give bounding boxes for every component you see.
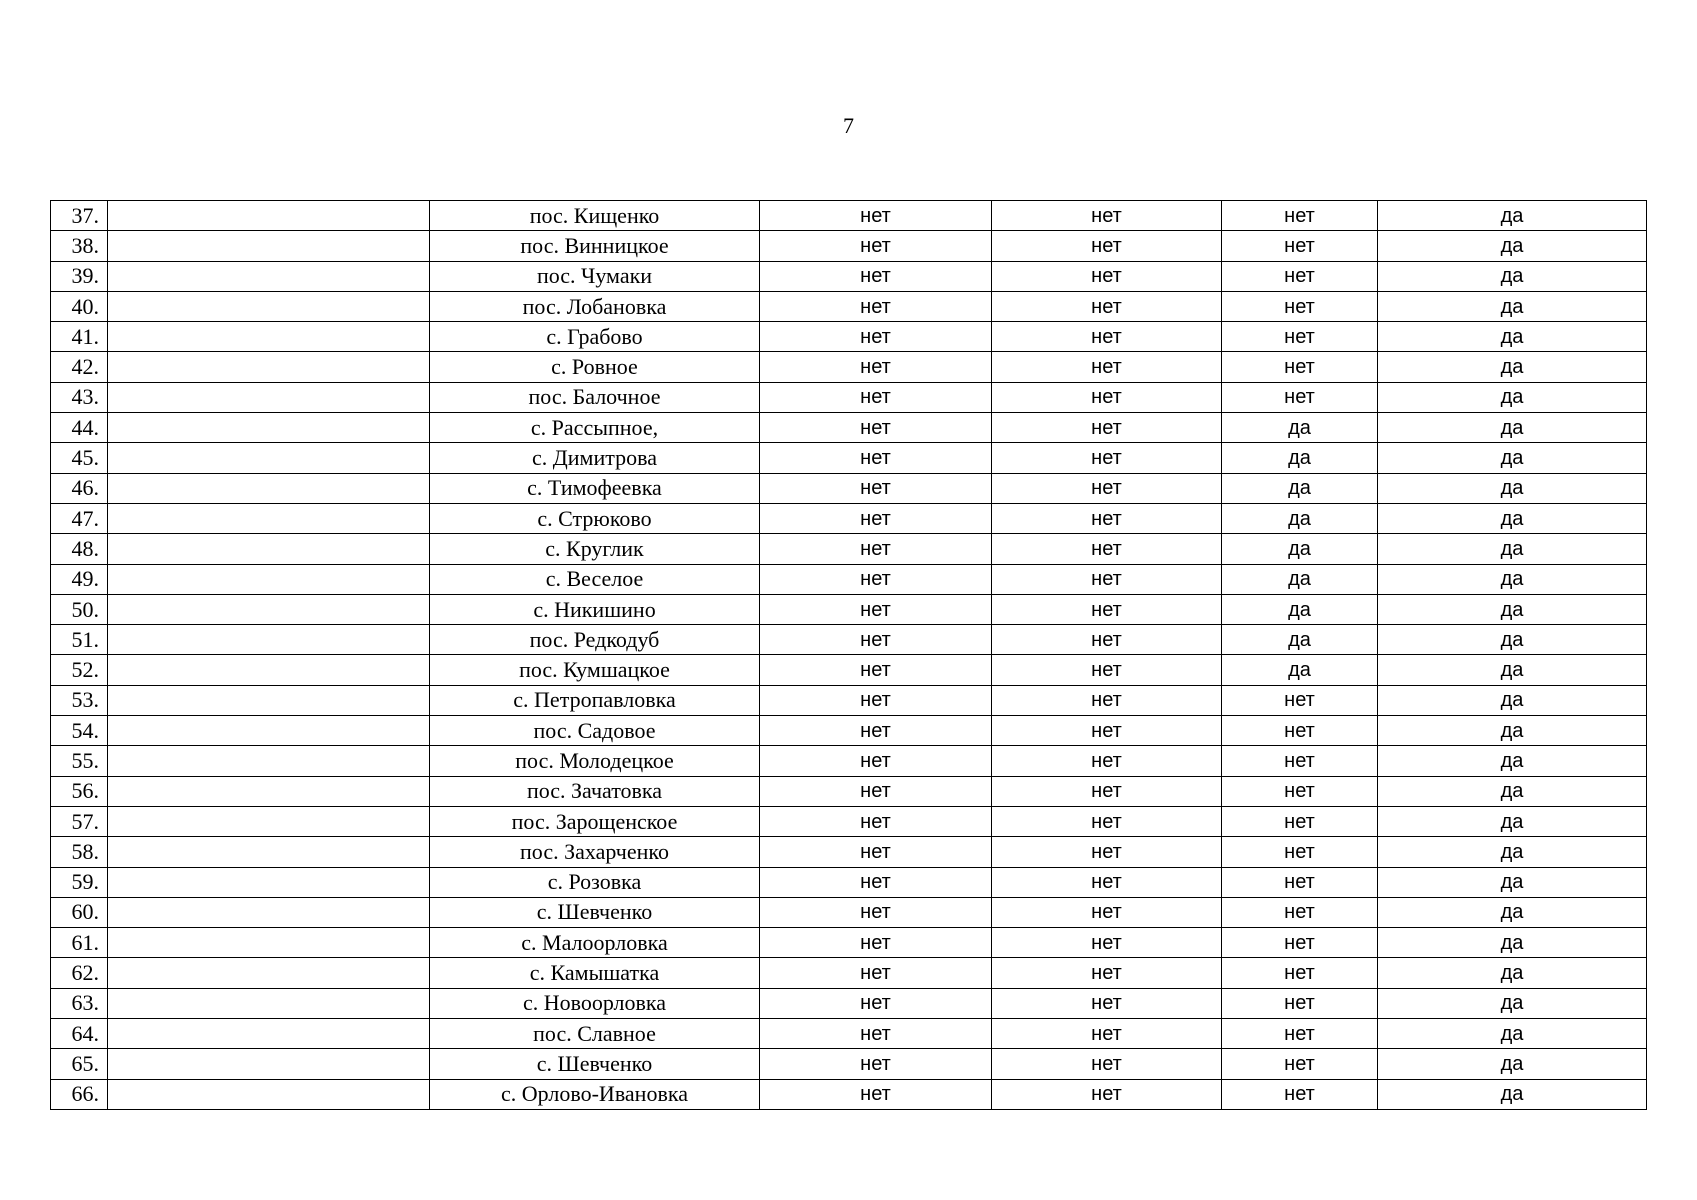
flag-cell-1: нет	[760, 716, 992, 746]
row-number-cell: 58.	[51, 837, 108, 867]
row-number-cell: 44.	[51, 413, 108, 443]
region-cell	[108, 352, 430, 382]
table-row	[51, 564, 1647, 594]
flag-cell-2: нет	[992, 806, 1222, 836]
flag-cell-4: да	[1378, 716, 1647, 746]
flag-cell-3: нет	[1222, 897, 1378, 927]
flag-cell-3: нет	[1222, 261, 1378, 291]
flag-cell-1: нет	[760, 231, 992, 261]
table-row	[51, 534, 1647, 564]
flag-cell-2: нет	[992, 231, 1222, 261]
flag-cell-4: да	[1378, 594, 1647, 624]
settlement-name-cell: с. Новоорловка	[430, 988, 760, 1018]
flag-cell-3: нет	[1222, 1019, 1378, 1049]
flag-cell-3: нет	[1222, 928, 1378, 958]
flag-cell-2: нет	[992, 716, 1222, 746]
flag-cell-1: нет	[760, 473, 992, 503]
region-cell	[108, 261, 430, 291]
flag-cell-4: да	[1378, 473, 1647, 503]
flag-cell-1: нет	[760, 291, 992, 321]
settlement-name-cell: с. Камышатка	[430, 958, 760, 988]
flag-cell-2: нет	[992, 352, 1222, 382]
flag-cell-1: нет	[760, 625, 992, 655]
region-cell	[108, 837, 430, 867]
flag-cell-4: да	[1378, 988, 1647, 1018]
settlement-name-cell: с. Тимофеевка	[430, 473, 760, 503]
settlement-name-cell: с. Никишино	[430, 594, 760, 624]
region-cell	[108, 1049, 430, 1079]
row-number-cell: 53.	[51, 685, 108, 715]
row-number-cell: 45.	[51, 443, 108, 473]
flag-cell-1: нет	[760, 594, 992, 624]
flag-cell-1: нет	[760, 382, 992, 412]
row-number-cell: 46.	[51, 473, 108, 503]
settlement-name-cell: с. Стрюково	[430, 503, 760, 533]
flag-cell-2: нет	[992, 1019, 1222, 1049]
flag-cell-1: нет	[760, 897, 992, 927]
region-cell	[108, 382, 430, 412]
flag-cell-4: да	[1378, 806, 1647, 836]
settlement-name-cell: с. Розовка	[430, 867, 760, 897]
table-row	[51, 655, 1647, 685]
table-row	[51, 352, 1647, 382]
flag-cell-2: нет	[992, 958, 1222, 988]
settlement-name-cell: пос. Молодецкое	[430, 746, 760, 776]
flag-cell-1: нет	[760, 1079, 992, 1109]
flag-cell-4: да	[1378, 958, 1647, 988]
flag-cell-2: нет	[992, 261, 1222, 291]
flag-cell-1: нет	[760, 685, 992, 715]
region-cell	[108, 443, 430, 473]
region-cell	[108, 806, 430, 836]
flag-cell-3: нет	[1222, 806, 1378, 836]
flag-cell-4: да	[1378, 443, 1647, 473]
table-row	[51, 503, 1647, 533]
row-number-cell: 41.	[51, 322, 108, 352]
row-number-cell: 49.	[51, 564, 108, 594]
flag-cell-4: да	[1378, 776, 1647, 806]
flag-cell-3: да	[1222, 413, 1378, 443]
table-row	[51, 413, 1647, 443]
table-row	[51, 291, 1647, 321]
table-row	[51, 382, 1647, 412]
row-number-cell: 54.	[51, 716, 108, 746]
settlement-name-cell: пос. Редкодуб	[430, 625, 760, 655]
flag-cell-3: да	[1222, 655, 1378, 685]
settlement-name-cell: пос. Лобановка	[430, 291, 760, 321]
row-number-cell: 64.	[51, 1019, 108, 1049]
flag-cell-4: да	[1378, 231, 1647, 261]
flag-cell-4: да	[1378, 1079, 1647, 1109]
region-cell	[108, 776, 430, 806]
row-number-cell: 39.	[51, 261, 108, 291]
flag-cell-1: нет	[760, 806, 992, 836]
row-number-cell: 52.	[51, 655, 108, 685]
settlement-name-cell: пос. Кумшацкое	[430, 655, 760, 685]
flag-cell-3: нет	[1222, 685, 1378, 715]
flag-cell-4: да	[1378, 837, 1647, 867]
flag-cell-2: нет	[992, 503, 1222, 533]
flag-cell-2: нет	[992, 625, 1222, 655]
flag-cell-1: нет	[760, 443, 992, 473]
flag-cell-2: нет	[992, 837, 1222, 867]
flag-cell-3: нет	[1222, 837, 1378, 867]
flag-cell-2: нет	[992, 564, 1222, 594]
table-row	[51, 1049, 1647, 1079]
flag-cell-4: да	[1378, 382, 1647, 412]
flag-cell-2: нет	[992, 988, 1222, 1018]
flag-cell-2: нет	[992, 322, 1222, 352]
flag-cell-2: нет	[992, 655, 1222, 685]
settlement-name-cell: пос. Садовое	[430, 716, 760, 746]
flag-cell-4: да	[1378, 928, 1647, 958]
flag-cell-3: да	[1222, 534, 1378, 564]
table-row	[51, 1079, 1647, 1109]
table-row	[51, 231, 1647, 261]
table-row	[51, 625, 1647, 655]
region-cell	[108, 534, 430, 564]
row-number-cell: 40.	[51, 291, 108, 321]
flag-cell-2: нет	[992, 1049, 1222, 1079]
flag-cell-4: да	[1378, 746, 1647, 776]
settlements-table	[50, 200, 1647, 1110]
table-row	[51, 594, 1647, 624]
flag-cell-3: нет	[1222, 716, 1378, 746]
flag-cell-1: нет	[760, 1049, 992, 1079]
settlement-name-cell: с. Димитрова	[430, 443, 760, 473]
flag-cell-4: да	[1378, 867, 1647, 897]
row-number-cell: 66.	[51, 1079, 108, 1109]
settlement-name-cell: с. Малоорловка	[430, 928, 760, 958]
flag-cell-4: да	[1378, 261, 1647, 291]
region-cell	[108, 231, 430, 261]
region-cell	[108, 625, 430, 655]
flag-cell-1: нет	[760, 928, 992, 958]
flag-cell-2: нет	[992, 201, 1222, 231]
row-number-cell: 65.	[51, 1049, 108, 1079]
row-number-cell: 50.	[51, 594, 108, 624]
row-number-cell: 56.	[51, 776, 108, 806]
flag-cell-2: нет	[992, 473, 1222, 503]
flag-cell-3: нет	[1222, 231, 1378, 261]
flag-cell-4: да	[1378, 352, 1647, 382]
table-row	[51, 837, 1647, 867]
row-number-cell: 62.	[51, 958, 108, 988]
flag-cell-4: да	[1378, 1019, 1647, 1049]
settlement-name-cell: пос. Захарченко	[430, 837, 760, 867]
flag-cell-4: да	[1378, 685, 1647, 715]
row-number-cell: 57.	[51, 806, 108, 836]
row-number-cell: 38.	[51, 231, 108, 261]
region-cell	[108, 201, 430, 231]
region-cell	[108, 473, 430, 503]
flag-cell-3: да	[1222, 625, 1378, 655]
flag-cell-1: нет	[760, 564, 992, 594]
settlement-name-cell: с. Круглик	[430, 534, 760, 564]
row-number-cell: 42.	[51, 352, 108, 382]
flag-cell-1: нет	[760, 534, 992, 564]
flag-cell-3: нет	[1222, 867, 1378, 897]
table-body	[51, 201, 1647, 1110]
flag-cell-2: нет	[992, 594, 1222, 624]
region-cell	[108, 1079, 430, 1109]
flag-cell-3: нет	[1222, 776, 1378, 806]
flag-cell-2: нет	[992, 382, 1222, 412]
flag-cell-2: нет	[992, 897, 1222, 927]
flag-cell-4: да	[1378, 291, 1647, 321]
flag-cell-3: да	[1222, 473, 1378, 503]
flag-cell-3: нет	[1222, 958, 1378, 988]
table-row	[51, 201, 1647, 231]
flag-cell-1: нет	[760, 413, 992, 443]
region-cell	[108, 928, 430, 958]
flag-cell-1: нет	[760, 655, 992, 685]
settlement-name-cell: пос. Винницкое	[430, 231, 760, 261]
flag-cell-3: нет	[1222, 201, 1378, 231]
flag-cell-3: нет	[1222, 988, 1378, 1018]
settlement-name-cell: с. Петропавловка	[430, 685, 760, 715]
row-number-cell: 43.	[51, 382, 108, 412]
flag-cell-1: нет	[760, 352, 992, 382]
page-number: 7	[843, 113, 854, 138]
flag-cell-4: да	[1378, 503, 1647, 533]
flag-cell-3: да	[1222, 594, 1378, 624]
region-cell	[108, 503, 430, 533]
flag-cell-2: нет	[992, 776, 1222, 806]
flag-cell-1: нет	[760, 988, 992, 1018]
flag-cell-4: да	[1378, 1049, 1647, 1079]
table-row	[51, 443, 1647, 473]
row-number-cell: 47.	[51, 503, 108, 533]
flag-cell-4: да	[1378, 201, 1647, 231]
settlement-name-cell: пос. Кищенко	[430, 201, 760, 231]
settlement-name-cell: с. Веселое	[430, 564, 760, 594]
flag-cell-1: нет	[760, 746, 992, 776]
settlement-name-cell: пос. Зачатовка	[430, 776, 760, 806]
flag-cell-3: нет	[1222, 352, 1378, 382]
flag-cell-1: нет	[760, 1019, 992, 1049]
table-row	[51, 867, 1647, 897]
flag-cell-4: да	[1378, 322, 1647, 352]
table-row	[51, 261, 1647, 291]
settlement-name-cell: с. Грабово	[430, 322, 760, 352]
flag-cell-2: нет	[992, 685, 1222, 715]
flag-cell-4: да	[1378, 564, 1647, 594]
settlement-name-cell: с. Шевченко	[430, 1049, 760, 1079]
table-row	[51, 806, 1647, 836]
flag-cell-1: нет	[760, 776, 992, 806]
flag-cell-3: нет	[1222, 1079, 1378, 1109]
table-row	[51, 716, 1647, 746]
settlement-name-cell: с. Орлово-Ивановка	[430, 1079, 760, 1109]
flag-cell-2: нет	[992, 291, 1222, 321]
table-row	[51, 473, 1647, 503]
flag-cell-1: нет	[760, 958, 992, 988]
region-cell	[108, 958, 430, 988]
settlement-name-cell: пос. Зарощенское	[430, 806, 760, 836]
row-number-cell: 37.	[51, 201, 108, 231]
flag-cell-4: да	[1378, 534, 1647, 564]
region-cell	[108, 413, 430, 443]
region-cell	[108, 322, 430, 352]
region-cell	[108, 867, 430, 897]
region-cell	[108, 564, 430, 594]
table-row	[51, 322, 1647, 352]
row-number-cell: 63.	[51, 988, 108, 1018]
table-row	[51, 746, 1647, 776]
table-row	[51, 776, 1647, 806]
row-number-cell: 60.	[51, 897, 108, 927]
table-row	[51, 685, 1647, 715]
flag-cell-3: нет	[1222, 1049, 1378, 1079]
settlement-name-cell: пос. Чумаки	[430, 261, 760, 291]
flag-cell-2: нет	[992, 746, 1222, 776]
flag-cell-2: нет	[992, 413, 1222, 443]
settlement-name-cell: с. Рассыпное,	[430, 413, 760, 443]
table-row	[51, 988, 1647, 1018]
flag-cell-2: нет	[992, 1079, 1222, 1109]
row-number-cell: 59.	[51, 867, 108, 897]
row-number-cell: 61.	[51, 928, 108, 958]
region-cell	[108, 897, 430, 927]
table-row	[51, 1019, 1647, 1049]
region-cell	[108, 594, 430, 624]
row-number-cell: 51.	[51, 625, 108, 655]
settlement-name-cell: с. Ровное	[430, 352, 760, 382]
flag-cell-1: нет	[760, 322, 992, 352]
flag-cell-4: да	[1378, 897, 1647, 927]
flag-cell-1: нет	[760, 261, 992, 291]
region-cell	[108, 716, 430, 746]
flag-cell-4: да	[1378, 413, 1647, 443]
flag-cell-1: нет	[760, 503, 992, 533]
settlement-name-cell: с. Шевченко	[430, 897, 760, 927]
table-row	[51, 928, 1647, 958]
flag-cell-3: нет	[1222, 746, 1378, 776]
flag-cell-2: нет	[992, 443, 1222, 473]
region-cell	[108, 291, 430, 321]
row-number-cell: 55.	[51, 746, 108, 776]
flag-cell-3: нет	[1222, 291, 1378, 321]
flag-cell-4: да	[1378, 655, 1647, 685]
flag-cell-1: нет	[760, 867, 992, 897]
flag-cell-2: нет	[992, 534, 1222, 564]
flag-cell-1: нет	[760, 201, 992, 231]
settlement-name-cell: пос. Славное	[430, 1019, 760, 1049]
region-cell	[108, 988, 430, 1018]
settlement-name-cell: пос. Балочное	[430, 382, 760, 412]
flag-cell-2: нет	[992, 867, 1222, 897]
row-number-cell: 48.	[51, 534, 108, 564]
table-row	[51, 897, 1647, 927]
flag-cell-3: нет	[1222, 382, 1378, 412]
region-cell	[108, 655, 430, 685]
flag-cell-3: да	[1222, 503, 1378, 533]
flag-cell-2: нет	[992, 928, 1222, 958]
flag-cell-1: нет	[760, 837, 992, 867]
flag-cell-4: да	[1378, 625, 1647, 655]
region-cell	[108, 1019, 430, 1049]
flag-cell-3: да	[1222, 443, 1378, 473]
region-cell	[108, 685, 430, 715]
flag-cell-3: нет	[1222, 322, 1378, 352]
flag-cell-3: да	[1222, 564, 1378, 594]
region-cell	[108, 746, 430, 776]
table-row	[51, 958, 1647, 988]
